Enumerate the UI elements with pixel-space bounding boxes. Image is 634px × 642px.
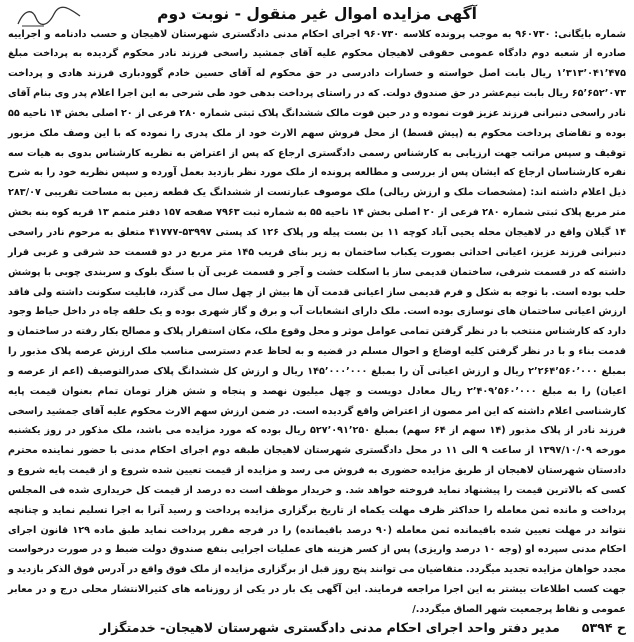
notice-title: آگهی مزایده اموال غیر منقول - نوبت دوم (157, 5, 477, 24)
notice-header (8, 4, 626, 25)
notice-body: شماره بایگانی: ۹۶۰۷۳۰ به موجب پرونده کلاسه ۹۶۰۷۳۰ اجرای احکام مدنی دادگستری شهرستان لاهیجان و حسب دادنامه و اجراییه صادره از شعبه دوم دادگاه عمومی حقوقی لاهیجان محکوم علیه آقای جمشید راسخی فرزند نادر محکوم گردیده به پرداخت مبلغ ۱٬۳۱۳٬۰۴۱٬۴۷۵ ریال بابت اصل خواسته و خسارات دادرسی در حق محکوم له آقای حسین خادم گوودباری فرزند هادی و پرداخت ۶۵٬۶۵۲٬۰۷۳ ریال بابت نیم‌عشر در حق صندوق دولت. که در راستای پرداخت بدهی خود طی شرحی به این اجرا اعلام پدر وی بنام آقای نادر راسخی دنبرانی فرزند عزیز فوت نموده و در حین فوت مالک ششدانگ پلاک ثبتی شماره ۲۸۰ فرعی از ۲۰ اصلی بخش ۱۴ ناحیه ۵۵ بوده و تقاضای پرداخت محکوم به (پیش قسط) از محل فروش سهم الارث خود از ملک پدری را نموده که با این وصف ملک مزبور توقیف و سپس مراتب جهت ارزیابی به کارشناس رسمی دادگستری ارجاع که پس از اعتراض به نظریه کارشناس بدوی به هیات سه نفره کارشناسان ارجاع که ایشان پس از بررسی و مطالعه پرونده از ملک مورد نظر بازدید بعمل آورده و سپس نظریه خود را به شرح ذیل اعلام داشته اند: (مشخصات ملک و ارزش ریالی) ملک موصوف عبارتست از ششدانگ یک قطعه زمین به مساحت تقریبی ۲۸۳/۰۷ متر مربع پلاک ثبتی شماره ۲۸۰ فرعی از ۲۰ اصلی بخش ۱۴ ناحیه ۵۵ به شماره ثبت ۷۹۶۳ صفحه ۱۵۷ دفتر متمم ۱۳ قریه کوه بنه بخش ۱۴ گیلان واقع در لاهیجان محله یحیی آباد کوچه ۱۱ بن بست پیله ور پلاک ۱۲۶ کد پستی ۵۳۹۹۷-۴۱۷۷۷ متعلق به مرحوم نادر راسخی دنبرانی فرزند عزیز، اعیانی احداثی بصورت یکباب ساختمان به زیر بنای قریب ۱۴۵ متر مربع در دو قسمت حد شرقی و غربی قرار داشته که در قسمت شرقی، ساختمان قدیمی ساز با اسکلت خشت و آجر و قسمت غربی آن با سنگ بلوک و سربندی چوبی با پوشش حلب بوده است. با توجه به شکل و فرم قدیمی ساز اعیانی قدمت آن ها بیش از چهل سال می گذرد، قابلیت سکونت داشته ولی فاقد ارزش اعیانی ساختمان های نوسازی بوده است. ملک دارای انشعابات آب و برق و گاز شهری بوده و یک حلقه چاه در داخل حیاط وجود دارد که کارشناس منتخب با در نظر گرفتن تمامی عوامل موثر و محل وقوع ملک، مکان استقرار پلاک و مصالح بکار رفته در ساختمان و قدمت بناء و با در نظر گرفتن کلیه اوضاع و احوال مسلم در قضیه و به لحاظ عدم دسترسی مناسب ملک ارزش عرصه پلاک مذبور را بمبلغ ۲٬۲۶۴٬۵۶۰٬۰۰۰ ریال و ارزش اعیانی آن را بمبلغ ۱۴۵٬۰۰۰٬۰۰۰ ریال و ارزش کل ششدانگ پلاک صدرالتوصیف (اعم از عرصه و اعیان) را به مبلغ ۲٬۴۰۹٬۵۶۰٬۰۰۰ ریال معادل دویست و چهل میلیون نهصد و پنجاه و شش هزار تومان تمام بعنوان قیمت پایه کارشناسی اعلام داشته که این امر مصون از اعتراض واقع گردیده است. در ضمن ارزش سهم الارث محکوم علیه آقای جمشید راسخی فرزند نادر از پلاک مذبور (۱۴ سهم از ۶۴ سهم) بمبلغ ۵۲۷٬۰۹۱٬۲۵۰ ریال بوده که مورد مزایده می باشد، ملک مذکور در روز یکشنبه مورخه ۱۳۹۷/۱۰/۰۹ از ساعت ۹ الی ۱۱ در محل دادگستری شهرستان لاهیجان طبقه دوم اجرای احکام مدنی با حضور نماینده محترم دادستان شهرستان لاهیجان از طریق مزایده حضوری به فروش می رسد و مزایده از قیمت تعیین شده شروع و از قیمت پایه شروع و کسی که بالاترین قیمت را پیشنهاد نماید فروخته خواهد شد. و خریدار موظف است ده درصد از قیمت کل خریداری شده فی المجلس پرداخت و مانده ثمن معامله را حداکثر ظرف مهلت یکماه از تاریخ برگزاری مزایده پرداخت و رسید آنرا به اجرا تسلیم نماید و چنانچه نتواند در مهلت تعیین شده باقیمانده ثمن معامله (۹۰ درصد باقیمانده) را در فرجه مقرر پرداخت نماید طبق ماده ۱۲۹ قانون اجرای احکام مدنی سپرده او (وجه ۱۰ درصد واریزی) پس از کسر هزینه های عملیات اجرایی بنفع صندوق دولت ضبط و در صورت درخواست مجدد خواهان مزایده تجدید میگردد. متقاضیان می توانند پنج روز قبل از برگزاری مزایده از ملک فوق واقع در آدرس فوق الذکر بازدید و جهت کسب اطلاعات بیشتر به این اجرا مراجعه فرمایند. این آگهی یک بار در یکی از روزنامه های کثیرالانتشار محلی درج و در معابر عمومی و نقاط پرجمعیت شهر الصاق میگردد./ (8, 28, 627, 616)
notice-signature: مدیر دفتر واحد اجرای احکام مدنی دادگستری شهرستان لاهیجان- خدمتگزار (99, 620, 560, 636)
notice-footer (8, 620, 626, 636)
notice-code: ح ۵۳۹۴ (581, 620, 626, 636)
handwritten-mark-icon (14, 4, 84, 30)
